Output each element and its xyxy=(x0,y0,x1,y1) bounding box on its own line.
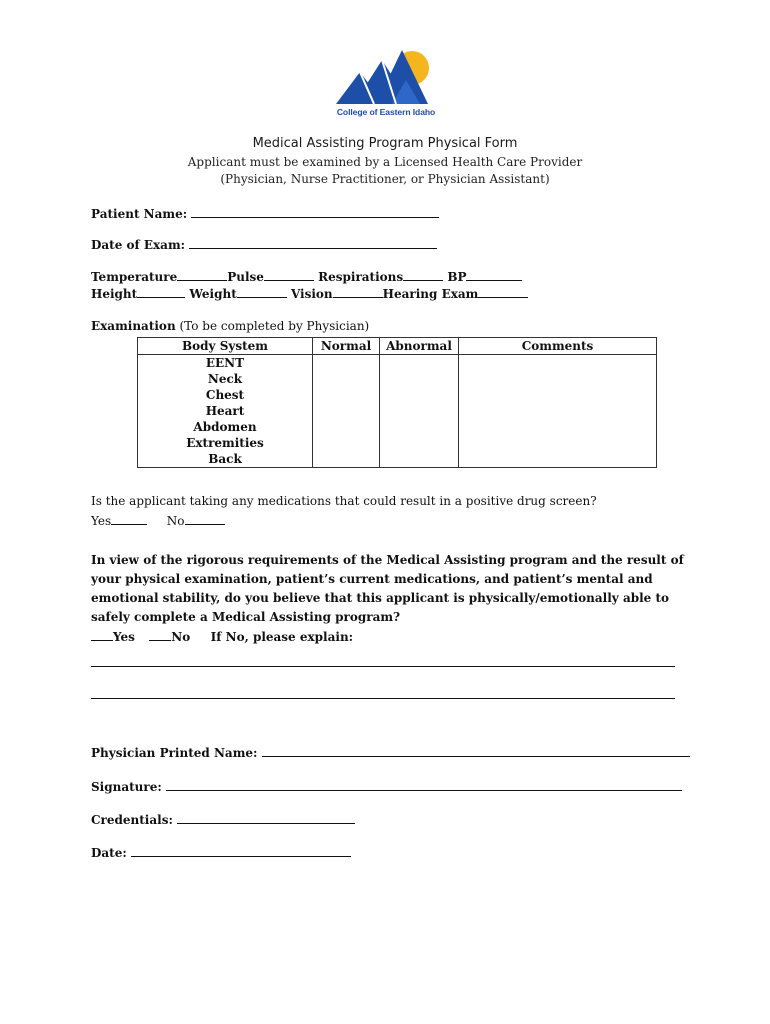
height-label: Height xyxy=(91,287,138,301)
assessment-no-label: No xyxy=(171,630,191,644)
assessment-yes-field[interactable] xyxy=(91,629,113,641)
hearing-label: Hearing Exam xyxy=(382,287,479,301)
assessment-no-field[interactable] xyxy=(149,629,171,641)
college-logo xyxy=(326,44,446,122)
credentials-label: Credentials: xyxy=(91,813,173,827)
normal-cell[interactable] xyxy=(313,419,380,435)
column-header-normal: Normal xyxy=(313,338,380,355)
assessment-paragraph: In view of the rigorous requirements of the Medical Assisting program and the result of your physical examination, patient’s current medications, and patient’s mental and emotional stability, do you believe that this applicant is physically/emotionally able to safely complete a Medical Assisting program? xyxy=(91,553,684,624)
printed-name-label: Physician Printed Name: xyxy=(91,746,258,760)
normal-cell[interactable] xyxy=(313,403,380,419)
body-system-cell: EENT xyxy=(138,355,313,372)
vitals-row-2 xyxy=(91,286,528,301)
date-field[interactable] xyxy=(131,845,351,857)
hearing-field[interactable] xyxy=(478,286,528,298)
signature-field[interactable] xyxy=(166,779,682,791)
temperature-field[interactable] xyxy=(177,269,227,281)
comments-cell[interactable] xyxy=(459,419,657,435)
normal-cell[interactable] xyxy=(313,371,380,387)
abnormal-cell[interactable] xyxy=(380,435,459,451)
form-subtitle-1: Applicant must be examined by a Licensed Health Care Provider xyxy=(187,155,583,169)
explanation-line-1[interactable] xyxy=(91,666,675,667)
form-subtitle-2: (Physician, Nurse Practitioner, or Physician Assistant) xyxy=(220,172,550,186)
normal-cell[interactable] xyxy=(313,355,380,372)
assessment-answer-row xyxy=(91,629,353,644)
printed-name-row xyxy=(91,745,690,760)
table-row xyxy=(138,403,657,419)
vision-label: Vision xyxy=(290,287,333,301)
vision-field[interactable] xyxy=(333,286,383,298)
date-row xyxy=(91,845,351,860)
abnormal-cell[interactable] xyxy=(380,451,459,468)
temperature-label: Temperature xyxy=(91,270,178,284)
normal-cell[interactable] xyxy=(313,435,380,451)
patient-name-field[interactable] xyxy=(191,206,439,218)
credentials-row xyxy=(91,812,355,827)
form-title: Medical Assisting Program Physical Form xyxy=(252,136,518,151)
vitals-row-1 xyxy=(91,269,522,284)
table-row xyxy=(138,387,657,403)
normal-cell[interactable] xyxy=(313,451,380,468)
comments-cell[interactable] xyxy=(459,435,657,451)
logo-text: College of Eastern Idaho xyxy=(336,107,436,117)
bp-label: BP xyxy=(447,270,467,284)
exam-date-row xyxy=(91,237,437,252)
abnormal-cell[interactable] xyxy=(380,355,459,372)
comments-cell[interactable] xyxy=(459,403,657,419)
medications-yes-field[interactable] xyxy=(111,513,147,525)
examination-heading xyxy=(91,319,369,333)
comments-cell[interactable] xyxy=(459,387,657,403)
body-system-cell: Back xyxy=(138,451,313,468)
column-header-abnormal: Abnormal xyxy=(380,338,459,355)
table-row xyxy=(138,371,657,387)
medications-no-field[interactable] xyxy=(185,513,225,525)
table-row xyxy=(138,435,657,451)
patient-name-label: Patient Name: xyxy=(91,207,188,221)
printed-name-field[interactable] xyxy=(262,745,690,757)
abnormal-cell[interactable] xyxy=(380,371,459,387)
medications-answer-row xyxy=(91,513,225,528)
medications-no-label: No xyxy=(166,514,185,528)
height-field[interactable] xyxy=(137,286,185,298)
table-row xyxy=(138,355,657,372)
normal-cell[interactable] xyxy=(313,387,380,403)
signature-row xyxy=(91,779,682,794)
body-system-cell: Abdomen xyxy=(138,419,313,435)
body-system-cell: Neck xyxy=(138,371,313,387)
date-label: Date: xyxy=(91,846,127,860)
logo-mountains-icon xyxy=(326,44,446,106)
body-system-cell: Chest xyxy=(138,387,313,403)
signature-label: Signature: xyxy=(91,780,162,794)
respirations-field[interactable] xyxy=(403,269,443,281)
credentials-field[interactable] xyxy=(177,812,355,824)
abnormal-cell[interactable] xyxy=(380,403,459,419)
exam-date-label: Date of Exam: xyxy=(91,238,186,252)
comments-cell[interactable] xyxy=(459,355,657,372)
column-header-comments: Comments xyxy=(459,338,657,355)
bp-field[interactable] xyxy=(466,269,522,281)
respirations-label: Respirations xyxy=(318,270,404,284)
pulse-field[interactable] xyxy=(264,269,314,281)
medications-yes-label: Yes xyxy=(91,514,112,528)
examination-table xyxy=(137,337,657,468)
weight-field[interactable] xyxy=(237,286,287,298)
examination-note: (To be completed by Physician) xyxy=(179,319,370,333)
assessment-yes-label: Yes xyxy=(113,630,135,644)
pulse-label: Pulse xyxy=(227,270,264,284)
column-header-body-system: Body System xyxy=(138,338,313,355)
comments-cell[interactable] xyxy=(459,451,657,468)
medications-question: Is the applicant taking any medications that could result in a positive drug screen? xyxy=(91,494,597,508)
abnormal-cell[interactable] xyxy=(380,387,459,403)
table-row xyxy=(138,451,657,468)
examination-label: Examination xyxy=(91,319,176,333)
patient-name-row xyxy=(91,206,439,221)
body-system-cell: Extremities xyxy=(138,435,313,451)
weight-label: Weight xyxy=(189,287,237,301)
table-row xyxy=(138,419,657,435)
abnormal-cell[interactable] xyxy=(380,419,459,435)
body-system-cell: Heart xyxy=(138,403,313,419)
exam-date-field[interactable] xyxy=(189,237,437,249)
table-header-row xyxy=(138,338,657,355)
explanation-line-2[interactable] xyxy=(91,698,675,699)
comments-cell[interactable] xyxy=(459,371,657,387)
explain-label: If No, please explain: xyxy=(210,630,354,644)
